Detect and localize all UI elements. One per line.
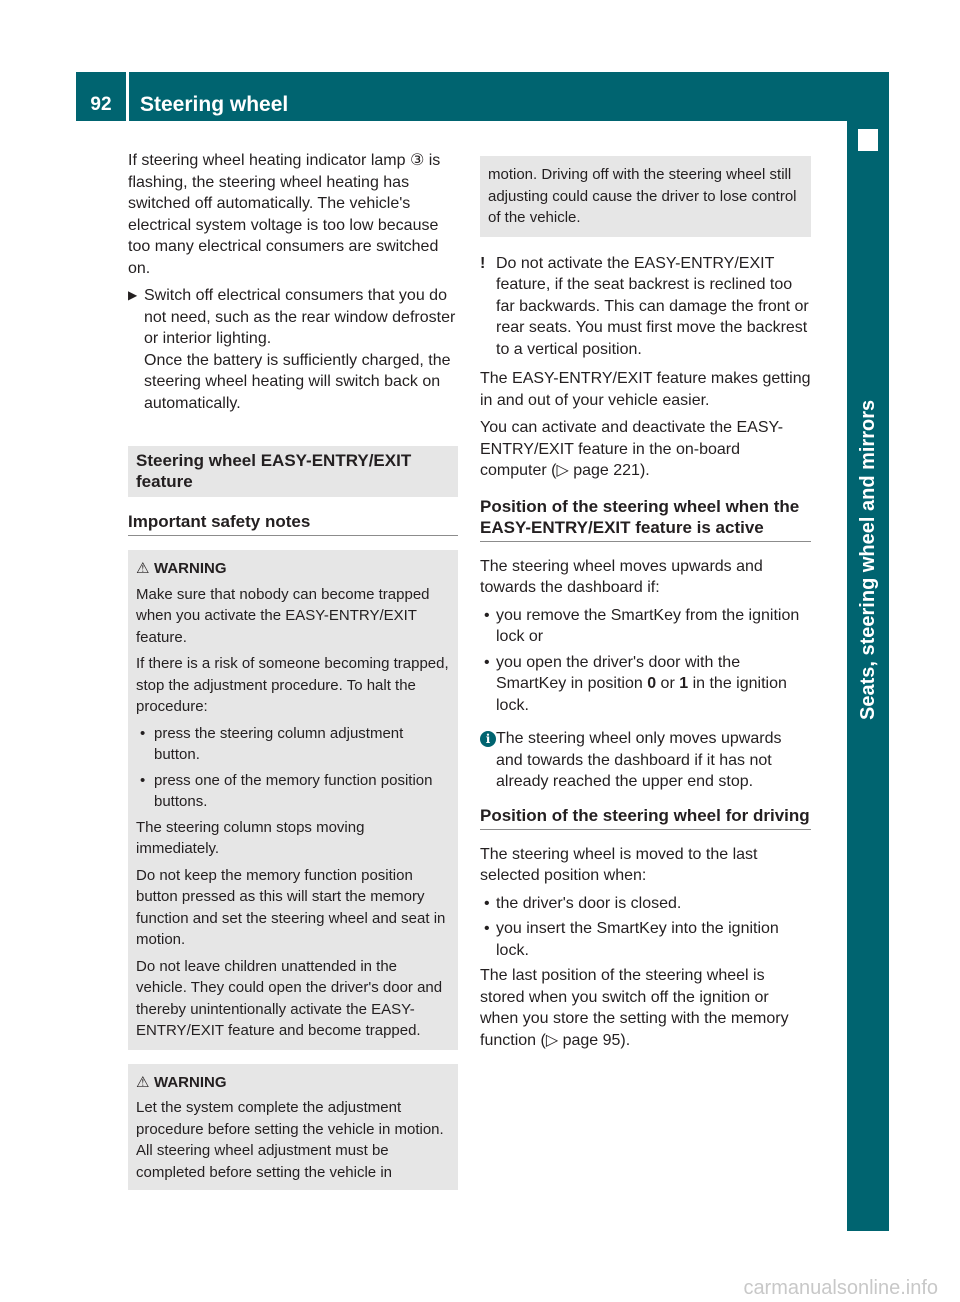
list-item (480, 893, 811, 915)
paragraph: The last position of the steering wheel is stored when you switch off the ignition or when you store the setting with the memory function (▷ page 95). (480, 967, 789, 1049)
watermark: carmanualsonline.info (743, 1277, 938, 1299)
subheading-easy-entry: Position of the steering wheel when the EASY-ENTRY/EXIT feature is active (480, 496, 811, 542)
warning-triangle-icon: ⚠ (136, 1073, 150, 1091)
right-column (480, 150, 811, 1057)
warning-triangle-icon: ⚠ (136, 560, 150, 577)
warning-text: The steering column stops moving immediately. (136, 818, 365, 857)
list-item-text: press one of the memory function position buttons. (154, 771, 433, 810)
step-result: Once the battery is sufficiently charged, the steering wheel heating will switch back on automatically. (144, 351, 451, 412)
warning-text: Make sure that nobody can become trapped when you activate the EASY-ENTRY/EXIT feature. (136, 585, 430, 646)
list-item (480, 605, 811, 648)
warning-text: If there is a risk of someone becoming trapped, stop the adjustment procedure. To halt the procedure: (136, 655, 449, 715)
info-note (480, 728, 811, 793)
position-value: 0 (647, 675, 657, 692)
paragraph: You can activate and deactivate the EASY-ENTRY/EXIT feature in the on-board computer (▷ page 221). (480, 419, 784, 479)
warning-text: Let the system complete the adjustment procedure before setting the vehicle in motion. All steering wheel adjustment must be completed before setting the vehicle in (136, 1099, 444, 1181)
chapter-label: Seats, steering wheel and mirrors (857, 399, 879, 720)
list-item-text: you insert the SmartKey into the ignition lock. (496, 920, 779, 959)
intro-paragraph: If steering wheel heating indicator lamp ③ is flashing, the steering wheel heating has switched off automatically. The vehicle's electrical system voltage is too low because too many electrical consumers are switched on. (128, 152, 441, 277)
warning-box (128, 550, 458, 1050)
bullet-icon: • (140, 771, 146, 789)
warning-text: Do not keep the memory function position button pressed as this will start the memory function and set the steering wheel and seat in motion. (136, 866, 446, 948)
warning-text: Do not leave children unattended in the vehicle. They could open the driver's door and thereby unintentionally activate the EASY-ENTRY/EXIT feature and become trapped. (136, 957, 443, 1039)
info-text: The steering wheel only moves upwards and towards the dashboard if it has not already reached the upper end stop. (496, 730, 782, 790)
step-text: Switch off electrical consumers that you do not need, such as the rear window defroster or interior lighting. (144, 287, 456, 347)
warning-header (136, 1072, 450, 1094)
warning-box (128, 1064, 458, 1191)
list-item (136, 723, 450, 766)
list-item-text-part: you open the driver's door with the SmartKey in position (496, 653, 741, 692)
list-item (480, 652, 811, 717)
list-item-text (496, 654, 787, 714)
step-arrow-icon: ▶ (128, 288, 138, 302)
page-title: Steering wheel (140, 93, 289, 116)
info-icon: i (480, 731, 496, 747)
chapter-tab-marker (858, 129, 878, 151)
caution-exclamation-icon: ! (480, 254, 486, 272)
warning-label: WARNING (154, 560, 227, 577)
position-value: 1 (679, 675, 689, 692)
page-number: 92 (90, 94, 112, 115)
paragraph: The steering wheel is moved to the last selected position when: (480, 845, 758, 884)
subheading-safety: Important safety notes (128, 511, 458, 536)
warning-box-continued (480, 156, 811, 237)
bullet-icon: • (484, 920, 490, 937)
left-column (128, 150, 458, 1190)
list-item (480, 918, 811, 961)
paragraph: The steering wheel moves upwards and towards the dashboard if: (480, 557, 763, 596)
paragraph: The EASY-ENTRY/EXIT feature makes getting in and out of your vehicle easier. (480, 370, 811, 409)
list-item-text: you remove the SmartKey from the ignition lock or (496, 606, 800, 645)
caution-note (480, 253, 811, 361)
list-item-text-part: or (656, 675, 680, 692)
bullet-icon: • (140, 724, 146, 742)
caution-text: Do not activate the EASY-ENTRY/EXIT feature, if the seat backrest is reclined too far backwards. This can damage the front or rear seats. You must first move the backrest to a vertical position. (496, 254, 809, 358)
header-divider (126, 72, 129, 121)
warning-header (136, 558, 450, 580)
list-item-text-part: in the ignition lock. (496, 675, 787, 714)
bullet-icon: • (484, 606, 490, 624)
bullet-icon: • (484, 894, 490, 912)
instruction-step (128, 285, 458, 414)
subheading-driving: Position of the steering wheel for driving (480, 805, 811, 830)
list-item-text: press the steering column adjustment button. (154, 724, 404, 763)
warning-label: WARNING (154, 1073, 227, 1091)
section-title: Steering wheel EASY-ENTRY/EXIT feature (128, 446, 458, 497)
list-item (136, 770, 450, 813)
warning-text: motion. Driving off with the steering wheel still adjusting could cause the driver to lose control of the vehicle. (488, 166, 797, 226)
list-item-text: the driver's door is closed. (496, 894, 682, 912)
bullet-icon: • (484, 653, 490, 671)
